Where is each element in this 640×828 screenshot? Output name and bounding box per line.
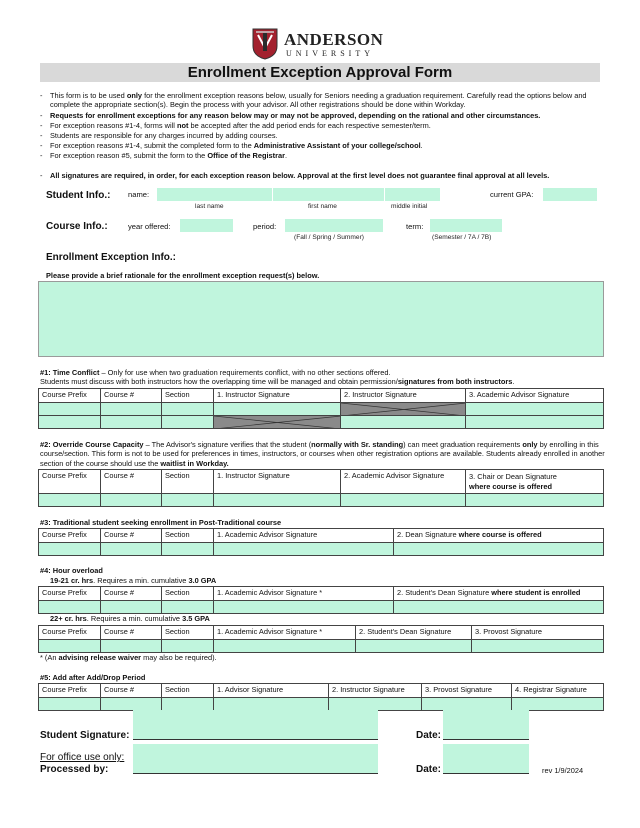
cell[interactable] bbox=[101, 698, 162, 711]
col-instructor: 2. Instructor Signature bbox=[329, 684, 422, 698]
cell[interactable] bbox=[162, 543, 214, 556]
s1-row-2[interactable] bbox=[39, 416, 604, 429]
disabled-cell bbox=[341, 403, 466, 416]
middle-initial-field[interactable] bbox=[385, 188, 440, 201]
cell[interactable] bbox=[162, 416, 214, 429]
col-instructor-2: 2. Instructor Signature bbox=[341, 389, 466, 403]
s3-row-1[interactable] bbox=[39, 543, 604, 556]
col-advisor: 1. Academic Advisor Signature * bbox=[214, 587, 394, 601]
term-label: term: bbox=[406, 222, 424, 231]
processed-by-field[interactable] bbox=[133, 744, 378, 774]
col-course-prefix: Course Prefix bbox=[39, 587, 101, 601]
col-course-num: Course # bbox=[101, 529, 162, 543]
cell[interactable] bbox=[101, 494, 162, 507]
cell[interactable] bbox=[214, 543, 394, 556]
cell[interactable] bbox=[162, 698, 214, 711]
s4b-row-1[interactable] bbox=[39, 640, 604, 653]
student-signature-field[interactable] bbox=[133, 710, 378, 740]
instruction-4: - Students are responsible for any charges incurred by adding courses. bbox=[40, 131, 278, 140]
col-dean: 2. Student's Dean Signature bbox=[356, 626, 472, 640]
cell[interactable] bbox=[214, 601, 394, 614]
s2-table bbox=[38, 469, 604, 507]
form-title: Enrollment Exception Approval Form bbox=[40, 63, 600, 82]
processed-date-field[interactable] bbox=[443, 744, 529, 774]
gpa-label: current GPA: bbox=[490, 190, 534, 199]
revision-label: rev 1/9/2024 bbox=[542, 766, 584, 775]
instruction-5: - For exception reasons #1-4, submit the completed form to the Administrative Assistant of your college/school. bbox=[40, 141, 423, 150]
instruction-3: - For exception reasons #1-4, forms will not be accepted after the add period ends for each respective semester/term. bbox=[40, 121, 431, 130]
s2-description: #2: Override Course Capacity – The Advisor's signature verifies that the student (normally with Sr. standing) can meet graduation requirements only by enrolling in this course/section. This form is not to be used for preferences in times, instructors, or courses when other registration options are available. Students already enrolled in another section of the course should use the waitlist in Workday. bbox=[40, 440, 605, 468]
col-course-num: Course # bbox=[101, 389, 162, 403]
s1-row-1[interactable] bbox=[39, 403, 604, 416]
student-info-heading: Student Info.: bbox=[46, 190, 111, 201]
cell[interactable] bbox=[101, 416, 162, 429]
col-section: Section bbox=[162, 684, 214, 698]
col-provost: 3. Provost Signature bbox=[472, 626, 604, 640]
s4-sub2: 22+ cr. hrs. Requires a min. cumulative 3.5 GPA bbox=[50, 614, 210, 623]
col-advisor: 1. Advisor Signature bbox=[214, 684, 329, 698]
s5-table bbox=[38, 683, 604, 711]
cell[interactable] bbox=[101, 640, 162, 653]
brand-sub: UNIVERSITY bbox=[286, 49, 374, 58]
exception-info-heading: Enrollment Exception Info.: bbox=[46, 252, 177, 263]
cell[interactable] bbox=[162, 494, 214, 507]
col-section: Section bbox=[162, 587, 214, 601]
cell[interactable] bbox=[39, 543, 101, 556]
name-label: name: bbox=[128, 190, 150, 199]
col-dean: 2. Student's Dean Signature where student is enrolled bbox=[394, 587, 604, 601]
office-use-label: For office use only: bbox=[40, 752, 125, 763]
cell[interactable] bbox=[214, 403, 341, 416]
cell[interactable] bbox=[101, 543, 162, 556]
cell[interactable] bbox=[39, 698, 101, 711]
s4a-table bbox=[38, 586, 604, 614]
student-date-field[interactable] bbox=[443, 710, 529, 740]
instruction-1: - This form is to be used only for the enrollment exception reasons below, usually for Seniors needing a graduation requirement. Carefully read the options below and complete the appropriate section(s). Begin the process with your advisor. All other registrations should be done within Workday. bbox=[40, 91, 587, 110]
rationale-textarea[interactable] bbox=[38, 281, 604, 357]
middle-initial-caption: middle initial bbox=[391, 203, 428, 210]
s3-header-row bbox=[39, 529, 604, 543]
s5-row-1[interactable] bbox=[39, 698, 604, 711]
col-advisor: 1. Academic Advisor Signature bbox=[214, 529, 394, 543]
cell[interactable] bbox=[466, 403, 604, 416]
cell[interactable] bbox=[101, 403, 162, 416]
cell[interactable] bbox=[101, 601, 162, 614]
cell[interactable] bbox=[162, 640, 214, 653]
university-logo bbox=[252, 28, 392, 62]
cell[interactable] bbox=[394, 543, 604, 556]
year-label: year offered: bbox=[128, 222, 171, 231]
col-section: Section bbox=[162, 470, 214, 494]
s1-table bbox=[38, 388, 604, 429]
period-hint: (Fall / Spring / Summer) bbox=[294, 234, 364, 241]
s4a-row-1[interactable] bbox=[39, 601, 604, 614]
col-course-prefix: Course Prefix bbox=[39, 470, 101, 494]
period-label: period: bbox=[253, 222, 277, 231]
col-course-num: Course # bbox=[101, 626, 162, 640]
s3-title: #3: Traditional student seeking enrollment in Post-Traditional course bbox=[40, 518, 282, 527]
cell[interactable] bbox=[341, 416, 466, 429]
s5-title: #5: Add after Add/Drop Period bbox=[40, 673, 146, 682]
col-instructor: 1. Instructor Signature bbox=[214, 470, 341, 494]
col-course-num: Course # bbox=[101, 470, 162, 494]
s4b-header-row bbox=[39, 626, 604, 640]
s4-sub1: 19-21 cr. hrs. Requires a min. cumulative 3.0 GPA bbox=[50, 576, 217, 585]
cell[interactable] bbox=[39, 403, 101, 416]
cell[interactable] bbox=[356, 640, 472, 653]
gpa-field[interactable] bbox=[543, 188, 597, 201]
col-course-prefix: Course Prefix bbox=[39, 529, 101, 543]
cell[interactable] bbox=[512, 698, 604, 711]
cell[interactable] bbox=[466, 494, 604, 507]
cell[interactable] bbox=[39, 416, 101, 429]
disabled-cell bbox=[214, 416, 341, 429]
s1-header-row bbox=[39, 389, 604, 403]
cell[interactable] bbox=[394, 601, 604, 614]
processed-by-label: Processed by: bbox=[40, 764, 109, 775]
instruction-2: - Requests for enrollment exceptions for any reason below may or may not be approved, depending on the rational and other circumstances. bbox=[40, 111, 541, 120]
term-field[interactable] bbox=[430, 219, 502, 232]
first-name-caption: first name bbox=[308, 203, 337, 210]
cell[interactable] bbox=[422, 698, 512, 711]
col-course-num: Course # bbox=[101, 587, 162, 601]
col-section: Section bbox=[162, 529, 214, 543]
col-chair-dean: 3. Chair or Dean Signature where course is offered bbox=[466, 470, 604, 494]
s2-row-1[interactable] bbox=[39, 494, 604, 507]
col-course-prefix: Course Prefix bbox=[39, 684, 101, 698]
col-section: Section bbox=[162, 626, 214, 640]
brand-name: ANDERSON bbox=[284, 30, 384, 49]
date2-label: Date: bbox=[416, 764, 442, 775]
cell[interactable] bbox=[39, 640, 101, 653]
col-dean: 2. Dean Signature where course is offered bbox=[394, 529, 604, 543]
cell[interactable] bbox=[472, 640, 604, 653]
cell[interactable] bbox=[466, 416, 604, 429]
date-label: Date: bbox=[416, 730, 442, 741]
cell[interactable] bbox=[162, 403, 214, 416]
rationale-prompt: Please provide a brief rationale for the enrollment exception request(s) below. bbox=[46, 271, 320, 280]
last-name-field[interactable] bbox=[157, 188, 272, 201]
cell[interactable] bbox=[162, 601, 214, 614]
col-advisor: 2. Academic Advisor Signature bbox=[341, 470, 466, 494]
cell[interactable] bbox=[39, 601, 101, 614]
s4a-header-row bbox=[39, 587, 604, 601]
col-course-prefix: Course Prefix bbox=[39, 626, 101, 640]
cell[interactable] bbox=[214, 698, 329, 711]
col-provost: 3. Provost Signature bbox=[422, 684, 512, 698]
cell[interactable] bbox=[39, 494, 101, 507]
year-field[interactable] bbox=[180, 219, 233, 232]
cell[interactable] bbox=[341, 494, 466, 507]
col-course-prefix: Course Prefix bbox=[39, 389, 101, 403]
col-advisor: 1. Academic Advisor Signature * bbox=[214, 626, 356, 640]
col-section: Section bbox=[162, 389, 214, 403]
col-advisor: 3. Academic Advisor Signature bbox=[466, 389, 604, 403]
first-name-field[interactable] bbox=[273, 188, 384, 201]
instruction-6: - For exception reason #5, submit the form to the Office of the Registrar. bbox=[40, 151, 288, 160]
cell[interactable] bbox=[214, 640, 356, 653]
s2-header-row bbox=[39, 470, 604, 494]
s5-header-row bbox=[39, 684, 604, 698]
col-instructor-1: 1. Instructor Signature bbox=[214, 389, 341, 403]
course-info-heading: Course Info.: bbox=[46, 221, 108, 232]
col-course-num: Course # bbox=[101, 684, 162, 698]
col-registrar: 4. Registrar Signature bbox=[512, 684, 604, 698]
s4-title: #4: Hour overload bbox=[40, 566, 103, 575]
instruction-7: - All signatures are required, in order, for each exception reason below. Approval at the first level does not guarantee final approval at all levels. bbox=[40, 171, 550, 180]
last-name-caption: last name bbox=[195, 203, 224, 210]
shield-crest-icon bbox=[252, 28, 278, 60]
s4b-table bbox=[38, 625, 604, 653]
s4-note: * (An advising release waiver may also be required). bbox=[40, 653, 217, 662]
s1-description: #1: Time Conflict – Only for use when two graduation requirements conflict, with no other sections offered. Students must discuss with both instructors how the overlapping time will be managed and obtain permission/signatures from both instructors. bbox=[40, 368, 515, 387]
term-hint: (Semester / 7A / 7B) bbox=[432, 234, 492, 241]
student-signature-label: Student Signature: bbox=[40, 730, 130, 741]
period-field[interactable] bbox=[285, 219, 383, 232]
cell[interactable] bbox=[329, 698, 422, 711]
s3-table bbox=[38, 528, 604, 556]
cell[interactable] bbox=[214, 494, 341, 507]
